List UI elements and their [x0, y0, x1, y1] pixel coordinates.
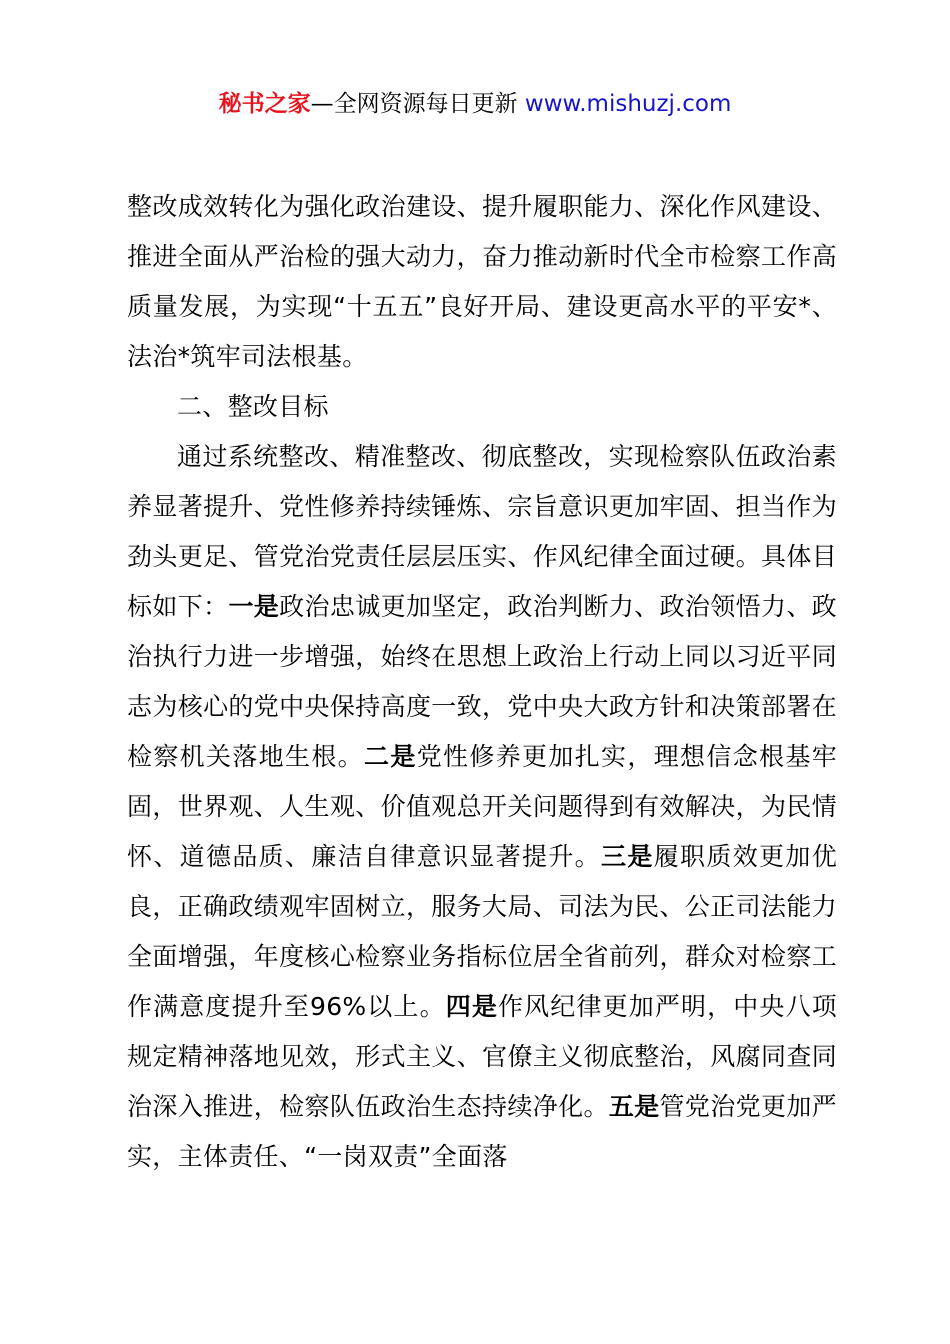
goal-label-4: 四是 — [445, 992, 499, 1021]
paragraph-goals — [127, 432, 837, 1182]
paragraph-continuation: 整改成效转化为强化政治建设、提升履职能力、深化作风建设、推进全面从严治检的强大动力，奋力推动新时代全市检察工作高质量发展，为实现“十五五”良好开局、建设更高水平的平安*、法治*筑牢司法根基。 — [127, 192, 837, 371]
section-heading: 二、整改目标 — [177, 392, 329, 421]
goal-label-3: 三是 — [601, 842, 654, 871]
document-body — [127, 182, 837, 1182]
header-tagline: —全网资源每日更新 — [310, 91, 525, 117]
header-url-link[interactable]: www.mishuzj.com — [524, 91, 732, 117]
goal-text-2: 党性修养更加扎实，理想信念根基牢固，世界观、人生观、价值观总开关问题得到有效解决，为民情怀、道德品质、廉洁自律意识显著提升。 — [127, 742, 837, 871]
page-header — [0, 84, 950, 124]
header-brand: 秘书之家 — [218, 91, 311, 117]
goals-intro: 通过系统整改、精准整改、彻底整改，实现检察队伍政治素养显著提升、党性修养持续锤炼、宗旨意识更加牢固、担当作为劲头更足、管党治党责任层层压实、作风纪律全面过硬。具体目标如下： — [127, 442, 837, 621]
goal-text-5: 管党治党更加严实，主体责任、“一岗双责”全面落 — [127, 1092, 837, 1171]
goal-label-5: 五是 — [608, 1092, 660, 1121]
goal-label-2: 二是 — [364, 742, 417, 771]
goal-label-1: 一是 — [228, 592, 280, 621]
goal-text-3: 履职质效更加优良，正确政绩观牢固树立，服务大局、司法为民、公正司法能力全面增强，年度核心检察业务指标位居全省前列，群众对检察工作满意度提升至96%以上。 — [127, 842, 837, 1021]
goal-text-1: 政治忠诚更加坚定，政治判断力、政治领悟力、政治执行力进一步增强，始终在思想上政治上行动上同以习近平同志为核心的党中央保持高度一致，党中央大政方针和决策部署在检察机关落地生根。 — [127, 592, 837, 771]
goal-text-4: 作风纪律更加严明，中央八项规定精神落地见效，形式主义、官僚主义彻底整治，风腐同查同治深入推进，检察队伍政治生态持续净化。 — [127, 992, 838, 1121]
